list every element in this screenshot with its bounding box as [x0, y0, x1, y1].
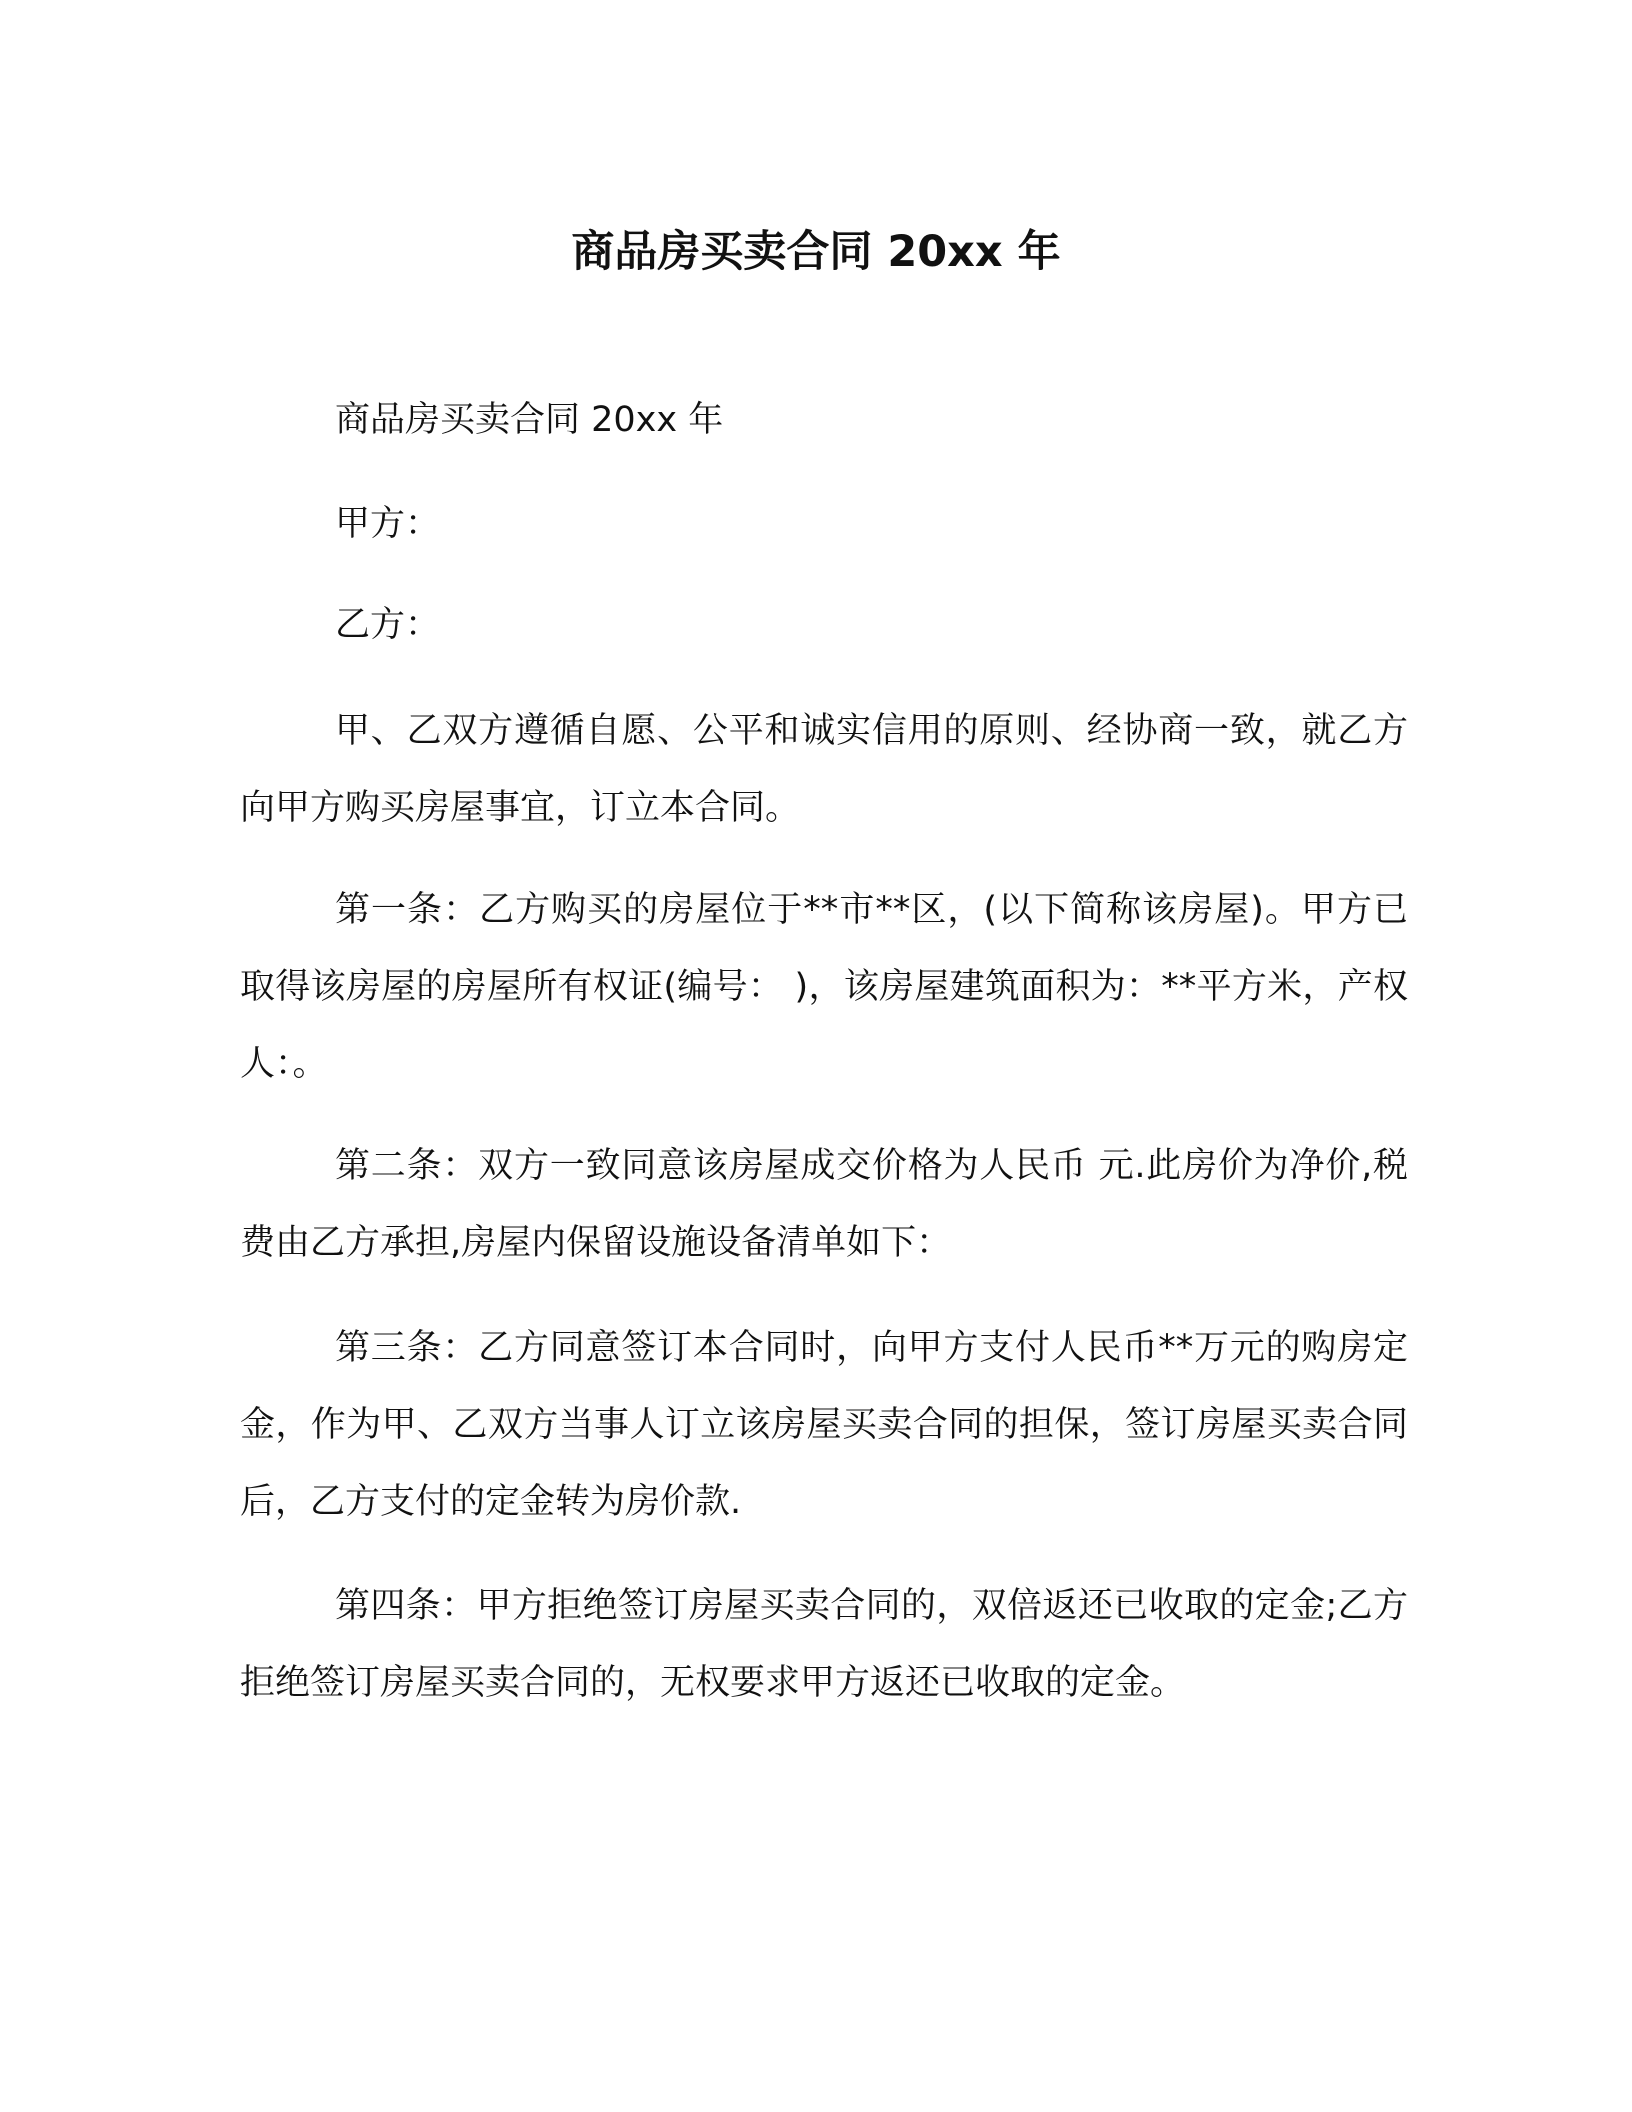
document-subtitle: 商品房买卖合同 20xx 年 [335, 400, 724, 440]
article-3: 第三条：乙方同意签订本合同时，向甲方支付人民币**万元的购房定金，作为甲、乙双方当事人订立该房屋买卖合同的担保，签订房屋买卖合同后，乙方支付的定金转为房价款. [240, 1328, 1408, 1522]
party-a-line: 甲方： [335, 504, 441, 544]
party-b-line: 乙方： [335, 605, 441, 645]
article-1: 第一条：乙方购买的房屋位于**市**区，(以下简称该房屋)。甲方已取得该房屋的房屋所有权证(编号： )，该房屋建筑面积为：**平方米，产权人：。 [240, 890, 1408, 1084]
article-2: 第二条：双方一致同意该房屋成交价格为人民币 元.此房价为净价,税费由乙方承担,房屋内保留设施设备清单如下： [240, 1146, 1408, 1263]
document-title: 商品房买卖合同 20xx 年 [571, 227, 1061, 277]
article-4: 第四条：甲方拒绝签订房屋买卖合同的，双倍返还已收取的定金;乙方拒绝签订房屋买卖合同的，无权要求甲方返还已收取的定金。 [240, 1586, 1408, 1703]
intro-paragraph: 甲、乙双方遵循自愿、公平和诚实信用的原则、经协商一致，就乙方向甲方购买房屋事宜，订立本合同。 [240, 711, 1408, 828]
